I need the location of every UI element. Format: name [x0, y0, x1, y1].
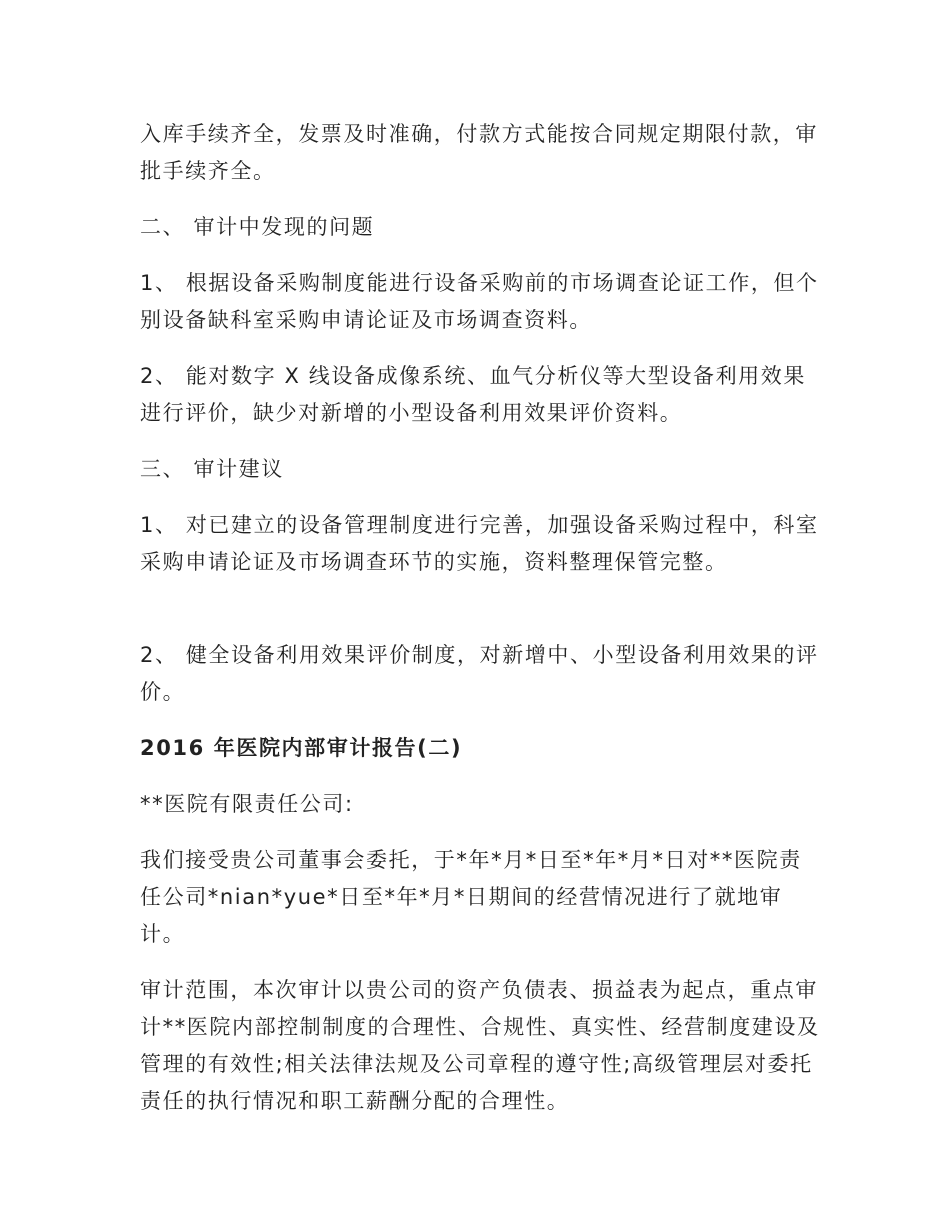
section-heading-problems: 二、 审计中发现的问题 — [140, 215, 375, 239]
suggestion-item-2: 2、 健全设备利用效果评价制度，对新增中、小型设备利用效果的评价。 — [140, 643, 819, 704]
paragraph-audit-scope: 审计范围，本次审计以贵公司的资产负债表、损益表为起点，重点审计**医院内部控制制度的合理性、合规性、真实性、经营制度建设及管理的有效性;相关法律法规及公司章程的遵守性;高级管理层对委托责任的执行情况和职工薪酬分配的合理性。 — [140, 978, 820, 1113]
problem-item-2: 2、 能对数字 X 线设备成像系统、血气分析仪等大型设备利用效果进行评价，缺少对新增的小型设备利用效果评价资料。 — [140, 364, 806, 425]
suggestion-item-1: 1、 对已建立的设备管理制度进行完善，加强设备采购过程中，科室采购申请论证及市场调查环节的实施，资料整理保管完整。 — [140, 513, 819, 574]
report-title: 2016 年医院内部审计报告(二) — [140, 736, 463, 760]
paragraph-engagement: 我们接受贵公司董事会委托，于*年*月*日至*年*月*日对**医院责任公司*nian*yue*日至*年*月*日期间的经营情况进行了就地审计。 — [140, 848, 802, 946]
paragraph-procurement-summary: 入库手续齐全，发票及时准确，付款方式能按合同规定期限付款，审批手续齐全。 — [140, 122, 818, 183]
section-heading-suggestions: 三、 审计建议 — [140, 457, 284, 481]
problem-item-1: 1、 根据设备采购制度能进行设备采购前的市场调查论证工作，但个别设备缺科室采购申请论证及市场调查资料。 — [140, 271, 819, 332]
document-body — [140, 116, 820, 1120]
addressee: **医院有限责任公司: — [140, 792, 354, 816]
